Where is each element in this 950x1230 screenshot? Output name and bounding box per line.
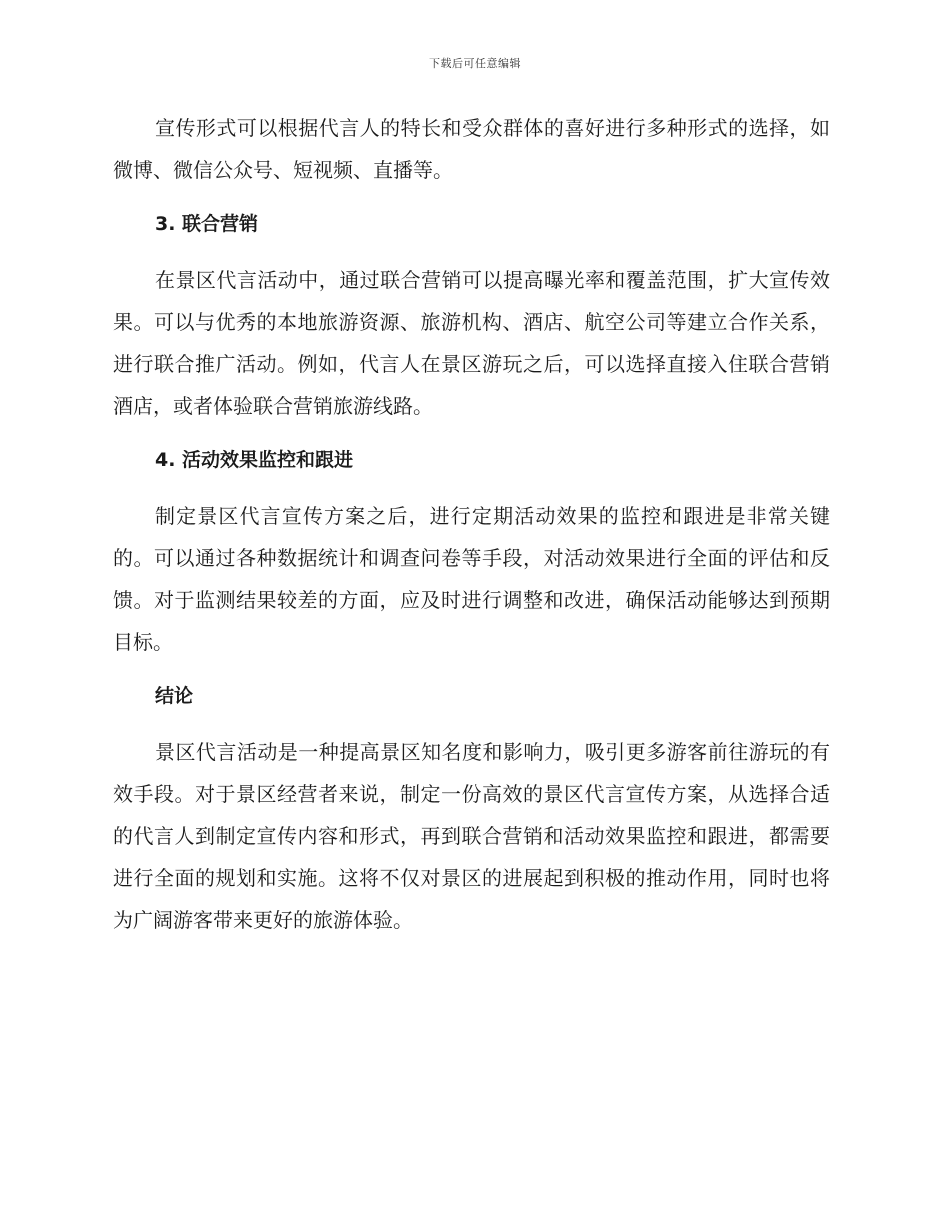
document-body [113,107,830,941]
header-note: 下载后可任意编辑 [429,57,521,70]
paragraph-conclusion: 景区代言活动是一种提高景区知名度和影响力，吸引更多游客前往游玩的有效手段。对于景区经营者来说，制定一份高效的景区代言宣传方案，从选择合适的代言人到制定宣传内容和形式，再到联合营销和活动效果监控和跟进，都需要进行全面的规划和实施。这将不仅对景区的进展起到积极的推动作用，同时也将为广阔游客带来更好的旅游体验。 [113,740,830,932]
heading-effect-monitoring: 4. 活动效果监控和跟进 [155,449,354,471]
paragraph-joint-marketing: 在景区代言活动中，通过联合营销可以提高曝光率和覆盖范围，扩大宣传效果。可以与优秀的本地旅游资源、旅游机构、酒店、航空公司等建立合作关系，进行联合推广活动。例如，代言人在景区游玩之后，可以选择直接入住联合营销酒店，或者体验联合营销旅游线路。 [113,268,830,418]
heading-conclusion: 结论 [155,685,194,707]
paragraph-effect-monitoring: 制定景区代言宣传方案之后，进行定期活动效果的监控和跟进是非常关键的。可以通过各种数据统计和调查问卷等手段，对活动效果进行全面的评估和反馈。对于监测结果较差的方面，应及时进行调整和改进，确保活动能够达到预期目标。 [113,504,830,654]
paragraph-promotion-forms: 宣传形式可以根据代言人的特长和受众群体的喜好进行多种形式的选择，如微博、微信公众号、短视频、直播等。 [113,116,830,182]
heading-joint-marketing: 3. 联合营销 [155,213,259,235]
